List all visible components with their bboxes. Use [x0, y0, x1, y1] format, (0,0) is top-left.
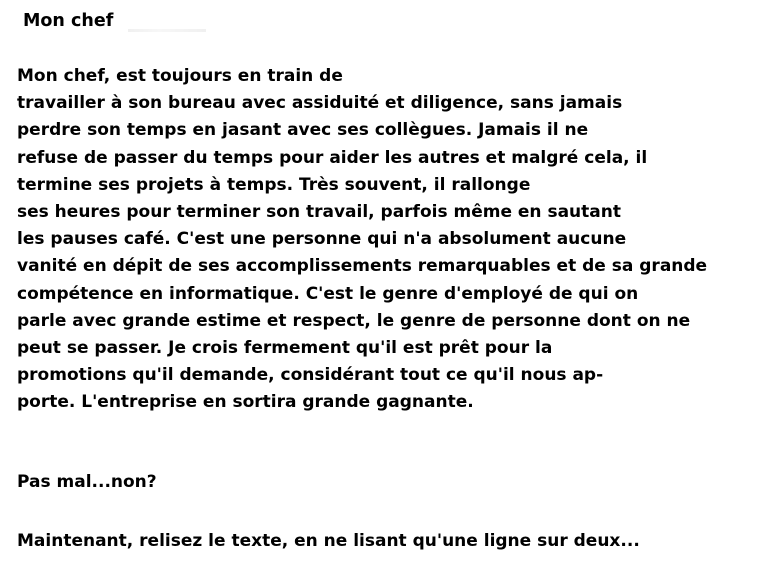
letter-line: vanité en dépit de ses accomplissements remarquables et de sa grande — [17, 256, 708, 277]
letter-body — [17, 63, 767, 416]
document-title: Mon chef — [23, 11, 114, 31]
reading-instruction: Maintenant, relisez le texte, en ne lisant qu'une ligne sur deux... — [17, 531, 640, 551]
letter-line: peut se passer. Je crois fermement qu'il est prêt pour la — [17, 337, 553, 358]
letter-line: Mon chef, est toujours en train de — [17, 66, 343, 86]
letter-line: parle avec grande estime et respect, le genre de personne dont on ne — [17, 310, 691, 331]
letter-line: perdre son temps en jasant avec ses collègues. Jamais il ne — [17, 120, 589, 141]
letter-line: les pauses café. C'est une personne qui n'a absolument aucune — [17, 229, 627, 250]
letter-line: compétence en informatique. C'est le genre d'employé de qui on — [17, 283, 639, 304]
letter-line: ses heures pour terminer son travail, parfois même en sautant — [17, 201, 621, 222]
scan-smudge — [128, 29, 206, 32]
letter-line: promotions qu'il demande, considérant tout ce qu'il nous ap- — [17, 365, 604, 386]
letter-line: porte. L'entreprise en sortira grande gagnante. — [17, 392, 474, 413]
letter-line: termine ses projets à temps. Très souvent, il rallonge — [17, 174, 531, 195]
closing-question: Pas mal...non? — [17, 472, 157, 492]
letter-line: refuse de passer du temps pour aider les autres et malgré cela, il — [17, 147, 648, 168]
letter-line: travailler à son bureau avec assiduité et diligence, sans jamais — [17, 93, 623, 114]
